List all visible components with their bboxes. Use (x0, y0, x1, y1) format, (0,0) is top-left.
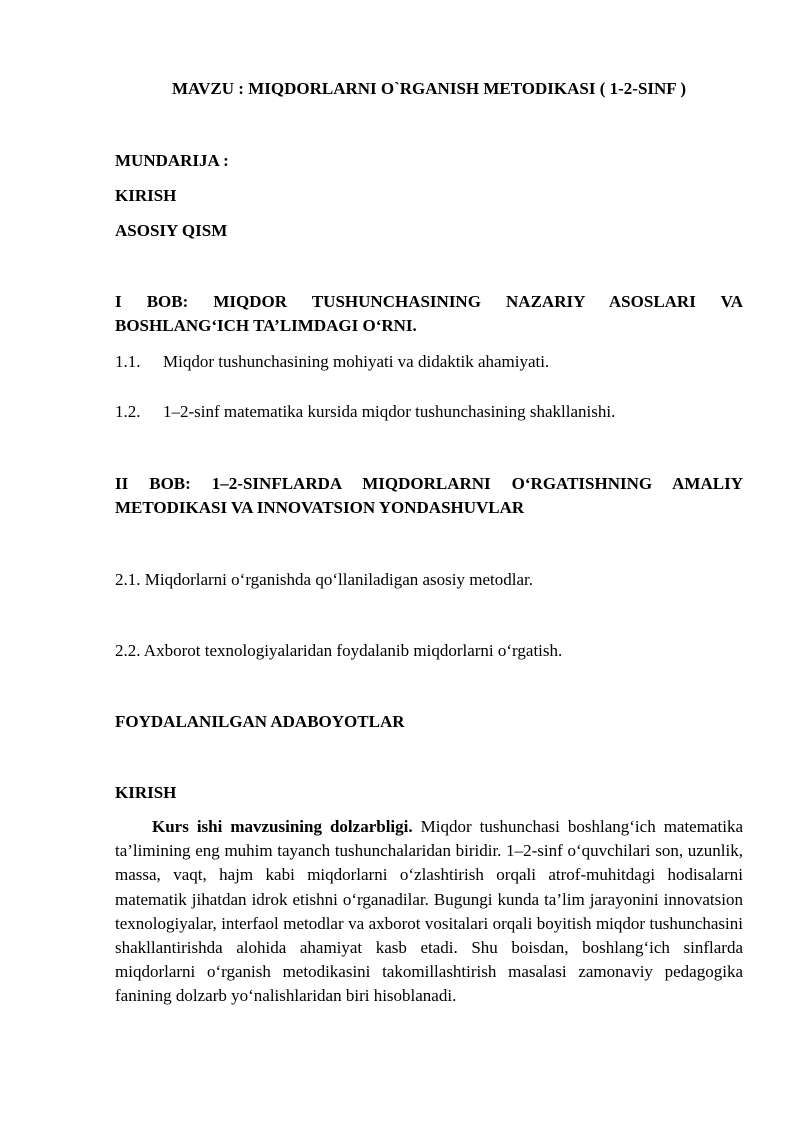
toc-item-text: 1–2-sinf matematika kursida miqdor tushunchasining shakllanishi. (163, 402, 616, 421)
toc-item-2-2: 2.2. Axborot texnologiyalaridan foydalanib miqdorlarni o‘rgatish. (115, 641, 563, 660)
chapter1-title-line2: BOSHLANG‘ICH TA’LIMDAGI O‘RNI. (115, 316, 417, 335)
chapter2-title-line2: METODIKASI VA INNOVATSION YONDASHUVLAR (115, 498, 525, 517)
intro-lead: Kurs ishi mavzusining dolzarbligi. (152, 817, 413, 836)
toc-item-2-1: 2.1. Miqdorlarni o‘rganishda qo‘llaniladigan asosiy metodlar. (115, 570, 533, 589)
toc-main: ASOSIY QISM (115, 221, 228, 240)
toc-heading: MUNDARIJA : (115, 151, 229, 170)
intro-paragraph (115, 815, 743, 1009)
toc-item-1-2 (115, 400, 743, 424)
document-title: MAVZU : MIQDORLARNI O`RGANISH METODIKASI ( 1-2-SINF ) (172, 79, 686, 98)
chapter1-title-line1: I BOB: MIQDOR TUSHUNCHASINING NAZARIY ASOSLARI VA (115, 292, 743, 311)
toc-item-text: Miqdor tushunchasining mohiyati va didaktik ahamiyati. (163, 352, 550, 371)
intro-heading: KIRISH (115, 783, 177, 802)
toc-item-number: 1.1. (115, 352, 141, 371)
intro-body: Miqdor tushunchasi boshlang‘ich matematika ta’limining eng muhim tayanch tushunchalaridan biridir. 1–2-sinf o‘quvchilari son, uzunlik, massa, vaqt, hajm kabi miqdorlarni o‘zlashtirish orqali atrof-muhitdagi hodisalarni matematik jihatdan idrok etishni o‘rganadilar. Bugungi kunda ta’lim jarayonini innovatsion texnologiyalar, interfaol metodlar va axborot vositalari orqali boyitish miqdor tushunchasini shakllantirishda alohida ahamiyat kasb etadi. Shu boisdan, boshlang‘ich sinflarda miqdorlarni o‘rganish metodikasini takomillashtirish masalasi zamonaviy pedagogika fanining dolzarb yo‘nalishlaridan biri hisoblanadi. (115, 817, 743, 1006)
toc-item-number: 1.2. (115, 402, 141, 421)
toc-references: FOYDALANILGAN ADABOYOTLAR (115, 712, 405, 731)
chapter2-title-line1: II BOB: 1–2-SINFLARDA MIQDORLARNI O‘RGATISHNING AMALIY (115, 474, 743, 493)
toc-intro: KIRISH (115, 186, 177, 205)
toc-item-1-1 (115, 350, 743, 374)
